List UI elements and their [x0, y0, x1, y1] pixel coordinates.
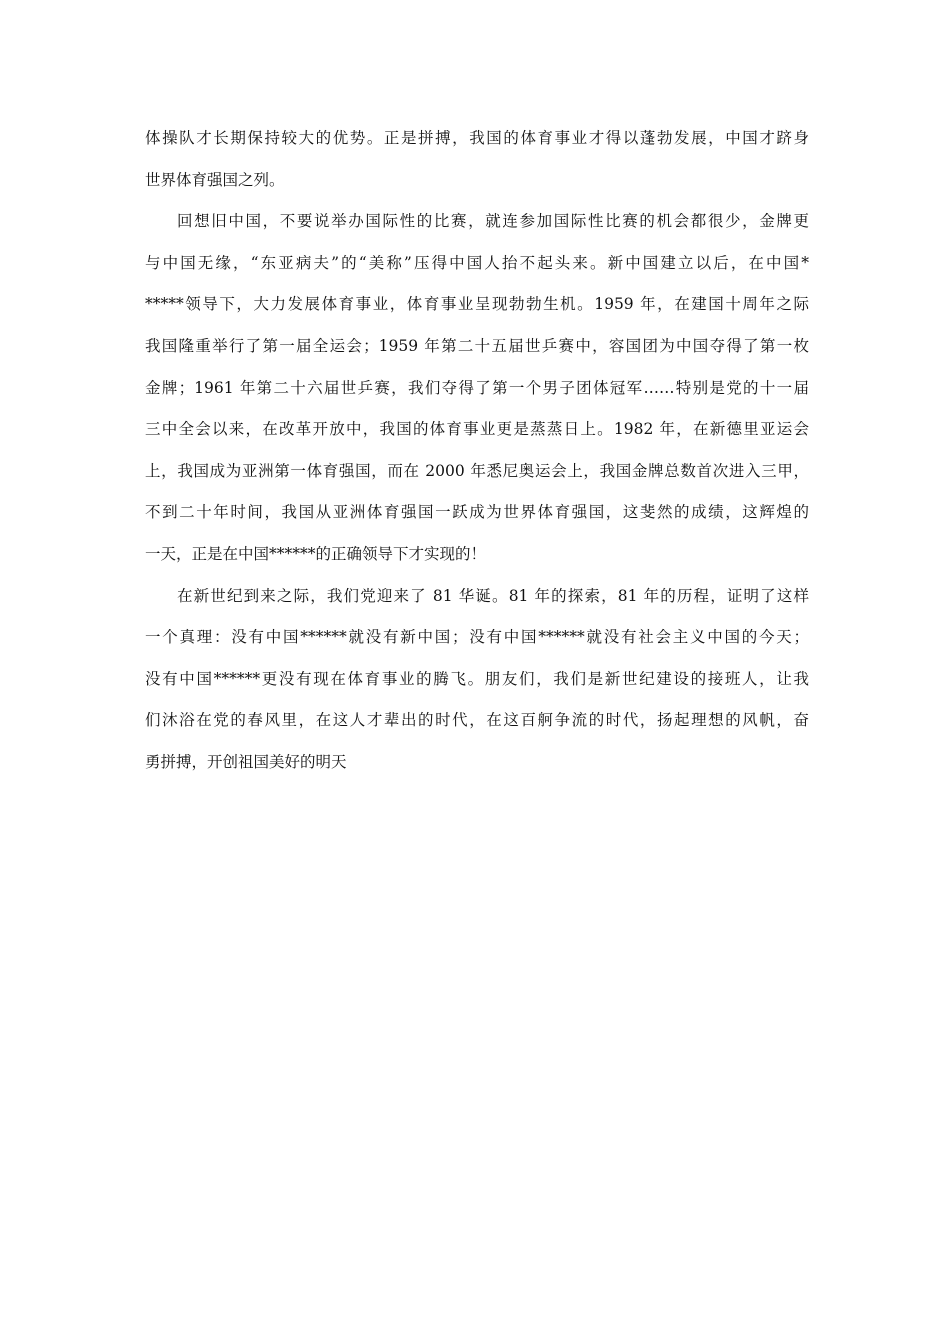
text-line: 三中全会以来，在改革开放中，我国的体育事业更是蒸蒸日上。1982 年，在新德里亚运会 [145, 420, 809, 439]
text-line: 在新世纪到来之际，我们党迎来了 81 华诞。81 年的探索，81 年的历程，证明了这样 [177, 586, 809, 605]
document-body [145, 118, 809, 784]
text-line: 没有中国******更没有现在体育事业的腾飞。朋友们，我们是新世纪建设的接班人，让我 [145, 669, 809, 688]
text-line: 回想旧中国，不要说举办国际性的比赛，就连参加国际性比赛的机会都很少，金牌更 [177, 212, 809, 231]
paragraph-1 [145, 118, 809, 201]
text-line: *****领导下，大力发展体育事业，体育事业呈现勃勃生机。1959 年，在建国十周年之际 [145, 295, 809, 314]
text-line: 们沐浴在党的春风里，在这人才辈出的时代，在这百舸争流的时代，扬起理想的风帆，奋 [145, 711, 809, 730]
text-line: 一个真理：没有中国******就没有新中国；没有中国******就没有社会主义中国的今天； [145, 628, 809, 647]
text-line: 世界体育强国之列。 [145, 170, 285, 189]
text-line: 一天，正是在中国******的正确领导下才实现的！ [145, 544, 487, 563]
paragraph-2 [145, 201, 809, 575]
text-line: 我国隆重举行了第一届全运会；1959 年第二十五届世乒赛中，容国团为中国夺得了第一枚 [145, 336, 809, 355]
text-line: 体操队才长期保持较大的优势。正是拼搏，我国的体育事业才得以蓬勃发展，中国才跻身 [145, 129, 809, 147]
paragraph-3 [145, 576, 809, 784]
text-line: 与中国无缘，“东亚病夫”的“美称”压得中国人抬不起头来。新中国建立以后，在中国* [145, 253, 809, 272]
text-line: 不到二十年时间，我国从亚洲体育强国一跃成为世界体育强国，这斐然的成绩，这辉煌的 [145, 503, 809, 522]
text-line: 金牌；1961 年第二十六届世乒赛，我们夺得了第一个男子团体冠军……特别是党的十一届 [145, 378, 809, 397]
text-line: 勇拼搏，开创祖国美好的明天 [145, 752, 347, 771]
text-line: 上，我国成为亚洲第一体育强国，而在 2000 年悉尼奥运会上，我国金牌总数首次进入三甲， [145, 461, 809, 480]
